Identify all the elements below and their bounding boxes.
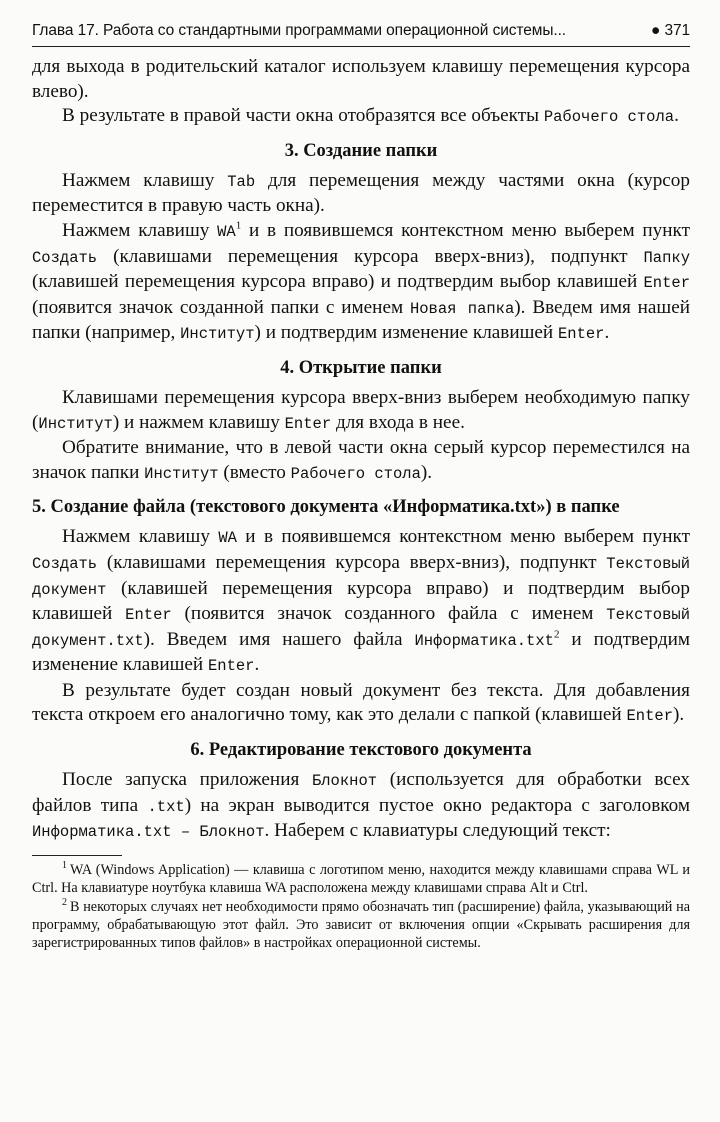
running-header	[32, 22, 690, 47]
paragraph-7: Нажмем клавишу WA и в появившемся контекстном меню выберем пункт Создать (клавишами перемещения курсора вверх-вниз), подпункт Текстовый документ (клавишей перемещения курсора вправо) и подтвердим выбор клавишей Enter (появится значок созданного файла с именем Текстовый документ.txt). Введем имя нашего файла Информатика.txt$^2$ и подтвердим изменение клавишей Enter.	[32, 526, 691, 676]
paragraph-9: После запуска приложения Блокнот (используется для обработки всех файлов типа .txt) на экран выводится пустое окно редактора с заголовком Информатика.txt – Блокнот. Наберем с клавиатуры следующий текст:	[32, 769, 690, 842]
footnote-divider	[32, 855, 122, 856]
footnote-ref-1: 1	[235, 219, 242, 232]
section-heading-6: 6. Редактирование текстового документа	[190, 740, 532, 761]
section-heading-5: 5. Создание файла (текстового документа «Информатика.txt») в папке	[32, 497, 620, 518]
paragraph-5: Клавишами перемещения курсора вверх-вниз выберем необходимую папку (Институт) и нажмем клавишу Enter для входа в нее.	[32, 386, 690, 433]
paragraph-2: В результате в правой части окна отобразятся все объекты Рабочего стола.	[62, 105, 679, 127]
footnotes	[32, 855, 690, 953]
footnote-2: $^2$ В некоторых случаях нет необходимости прямо обозначать тип (расширение) файла, указывающий на программу, обрабатывающую этот файл. Это зависит от включения опции «Скрывать расширения для зарегистрированных типов файлов» в настройках операционной системы.	[32, 896, 690, 952]
chapter-title: Глава 17. Работа со стандартными программами операционной системы...	[32, 22, 566, 39]
footnote-ref-2: 2	[553, 628, 560, 641]
page-number: ● 371	[650, 22, 690, 39]
footnote-1: $^1$ WA (Windows Application) — клавиша с логотипом меню, находится между клавишами справа WL и Ctrl. На клавиатуре ноутбука клавиша WA расположена между клавишами справа Alt и Ctrl.	[32, 860, 690, 897]
page-body	[32, 55, 690, 953]
paragraph-8: В результате будет создан новый документ без текста. Для добавления текста откроем его аналогично тому, как это делали с папкой (клавишей Enter).	[32, 679, 690, 726]
paragraph-3: Нажмем клавишу Tab для перемещения между частями окна (курсор переместится в правую часть окна).	[32, 169, 690, 217]
paragraph-6: Обратите внимание, что в левой части окна серый курсор переместился на значок папки Институт (вместо Рабочего стола).	[32, 437, 690, 483]
paragraph-1: для выхода в родительский каталог используем клавишу перемещения курсора влево).	[32, 56, 690, 102]
section-heading-3: 3. Создание папки	[284, 140, 438, 161]
paragraph-4: Нажмем клавишу $WA^1$ и в появившемся контекстном меню выберем пункт Создать (клавишами перемещения курсора вверх-вниз), подпункт Папку (клавишей перемещения курсора вправо) и подтвердим выбор клавишей Enter (появится значок созданной папки с именем Новая папка). Введем имя нашей папки (например, Институт) и подтвердим изменение клавишей Enter.	[32, 219, 690, 344]
section-heading-4: 4. Открытие папки	[280, 357, 442, 378]
